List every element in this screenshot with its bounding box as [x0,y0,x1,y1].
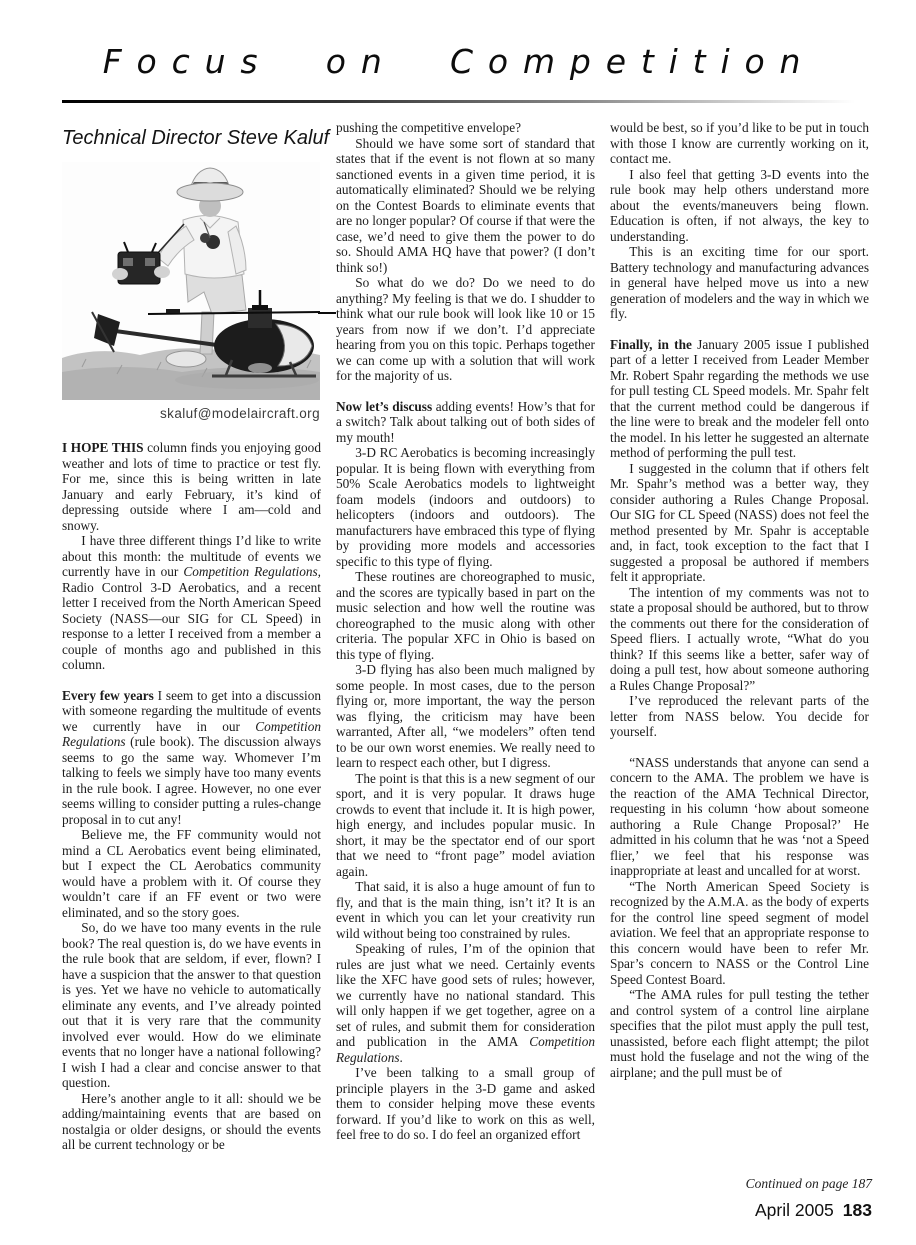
helicopter-rotor-blade-line [318,312,336,314]
paragraph: I HOPE THIS column finds you enjoying good weather and lots of time to practice or test fly. For me, since this is being written in late January and early February, it’s kind of depressing outside where I am—cold and snowy. [62,440,321,533]
header-divider-rule [62,100,855,103]
paragraph: The point is that this is a new segment of our sport, and it is very popular. It draws huge crowds to event that include it. It is high power, high energy, and includes popular music. In short, it may be the spectator end of our sport that we need to “front page” model aviation again. [336,770,595,879]
footer-page-number: 183 [842,1200,872,1220]
paragraph: Every few years I seem to get into a discussion with someone regarding the multitude of events we currently have in our Competition Regulations (rule book). The discussion always seems to go the same way. Whomever I’m talking to feels we simply have too many events in the rule book. I agree. However, no one ever seems willing to consider putting a rules-change proposal in to cut any! [62,687,321,827]
paragraph: would be best, so if you’d like to be put in touch with those I know are currently working on it, contact me. [610,120,869,166]
paragraph: That said, it is also a huge amount of fun to fly, and that is the main thing, isn’t it? It is an event in which you can let your creativity run wild without being too constrained by rules. [336,879,595,941]
paragraph: So what do we do? Do we need to do anything? My feeling is that we do. I shudder to think what our rule book will look like 10 or 15 years from now if we don’t. I’d appreciate hearing from you on this topic. Perhaps together we can come up with a solution that will work for the majority of us. [336,275,595,383]
paragraph: Believe me, the FF community would not mind a CL Aerobatics event being eliminated, but I expect the CL Aerobatics community would have a problem with it. Of course they wouldn’t care if an FF event or two were eliminated, and so the story goes. [62,827,321,920]
paragraph: So, do we have too many events in the rule book? The real question is, do we have events in the rule book that are seldom, if ever, flown? I have a suspicion that the answer to that question is yes. Yet we have no vehicle to automatically eliminate any events, and I’ve already pointed out that it is very rare that the community involved ever would. How do we eliminate events that no longer have a national following? I wish I had a clear and concise answer to that question. [62,920,321,1090]
paragraph: I also feel that getting 3-D events into the rule book may help others understand more about the events/maneuvers being flown. Education is often, if not always, the key to understanding. [610,166,869,244]
paragraph: 3-D RC Aerobatics is becoming increasingly popular. It is being flown with everything from 50% Scale Aerobatics models to lightweight foam models (indoors and outdoors) to helicopters (indoors and outdoors). The manufacturers have embraced this type of flying by providing more models and accessories specific to this type of flying. [336,445,595,569]
page-footer [560,1200,872,1221]
paragraph: pushing the competitive envelope? [336,120,521,135]
paragraph: I suggested in the column that if others felt Mr. Spahr’s method was a better way, they consider authoring a Rules Change Proposal. Our SIG for CL Speed (NASS) does not feel the method presented by Mr. Spahr is acceptable and, in fact, took exception to the fact that I suggested a proposal be authored if members felt it appropriate. [610,460,869,584]
paragraph: Should we have some sort of standard that states that if the event is not flown at so many sanctioned events in a given time period, it is automatically eliminated? Should we be relying on the Contest Boards to eliminate events that are no longer popular? Of course if that were the case, we’d need to give them the power to do so. Should AMA HQ have that power? (I don’t think so!) [336,135,595,275]
paragraph: Now let’s discuss adding events! How’s that for a switch? Talk about talking out of both sides of my mouth! [336,398,595,445]
byline: Technical Director Steve Kaluf [62,127,330,149]
paragraph: “NASS understands that anyone can send a concern to the AMA. The problem we have is the reaction of the AMA Technical Director, requesting in his column ‘how about someone authoring a Rule Change Proposal?’ He admitted in his column that he was ‘not a Speed flier,’ we feel that his response was inappropriate at least and uncalled for at worst. [610,754,869,878]
paragraph: 3-D flying has also been much maligned by some people. In most cases, due to the person flying or, more important, the way the person was flying, the criticism may have been warranted, After all, “we modelers” often tend to be our own worst enemies. We really need to learn to respect each other, but I digress. [336,662,595,770]
continued-notice: Continued on page 187 [745,1176,872,1191]
author-photo-illustration [62,162,320,400]
paragraph: The intention of my comments was not to state a proposal should be authored, but to throw the comments out there for the consideration of Speed fliers. I actually wrote, “What do you think? If this seems like a better, safer way of doing a pull test, how about someone authoring a Rules Change Proposal?” [610,584,869,693]
paragraph: Here’s another angle to it all: should we be adding/maintaining events that are based on nostalgia or older designs, or should the events all be current technology or be [62,1090,321,1152]
paragraph: These routines are choreographed to music, and the scores are typically based in part on the music selection and how well the routine was choreographed to the music along with other criteria. The popular XFC in Ohio is based on this type of flying. [336,569,595,662]
article-column-3 [610,120,869,1080]
page-title: Focus on Competition [102,42,816,81]
photo-caption-email: skaluf@modelaircraft.org [160,406,320,421]
paragraph: I’ve been talking to a small group of principle players in the 3-D game and asked them to consider helping move these events forward. If you’d like to work on this as well, feel free to do so. I do feel an organized effort [336,1065,595,1142]
article-column-1 [62,440,321,1153]
author-photo [62,162,320,400]
paragraph: I’ve reproduced the relevant parts of the letter from NASS below. You decide for yourself. [610,693,869,739]
paragraph: I have three different things I’d like to write about this month: the multitude of events we currently have in our Competition Regulations, Radio Control 3-D Aerobatics, and a recent letter I received from the North American Speed Society (NASS—our SIG for CL Speed) in response to a letter I received from a member a couple of months ago and published in this column. [62,533,321,672]
paragraph: “The AMA rules for pull testing the tether and control system of a control line airplane specifies that the pilot must apply the pull test, unassisted, before each flight attempt; the pilot must hold the fuselage and not the wing of the airplane; and the pull must be of [610,987,869,1080]
paragraph: “The North American Speed Society is recognized by the A.M.A. as the body of experts for the control line speed segment of model aviation. We feel that an appropriate response to this concern would have been to refer Mr. Spar’s concern to NASS or the Control Line Speed Contest Board. [610,878,869,987]
article-column-2 [336,120,595,1143]
paragraph: Speaking of rules, I’m of the opinion that rules are just what we need. Certainly events like the XFC have good sets of rules; however, we currently have no national standard. This will only happen if we get together, agree on a set of rules, and submit them for consideration and publication in the AMA Competition Regulations. [336,941,595,1065]
paragraph: Finally, in the January 2005 issue I published part of a letter I received from Leader Member Mr. Robert Spahr regarding the methods we use for pull testing CL Speed models. Mr. Spahr felt that the current method could be dangerous if the line were to break and the modeler fell onto the model. In his letter he suggested an alternate method of performing the pull test. [610,336,869,460]
footer-issue-date: April 2005 [754,1200,834,1220]
paragraph: This is an exciting time for our sport. Battery technology and manufacturing advances in general have helped move us into a new generation of modelers and the way in which we fly. [610,244,869,321]
